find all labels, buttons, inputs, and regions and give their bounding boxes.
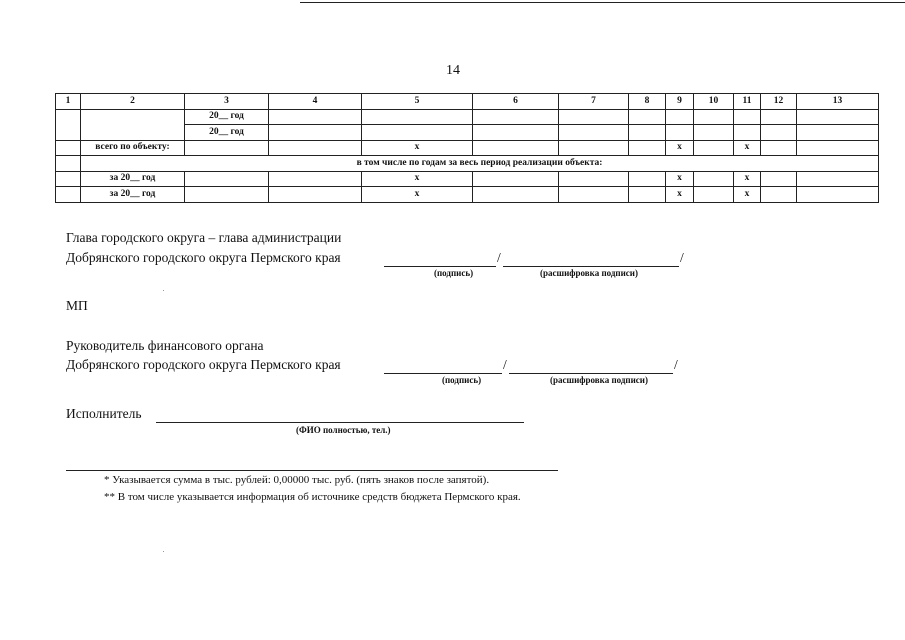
- executor-caption: (ФИО полностью, тел.): [296, 425, 391, 435]
- table-cell: [559, 187, 629, 203]
- table-cell: х: [362, 171, 473, 187]
- table-cell: [269, 140, 362, 156]
- by-years-header-cell: в том числе по годам за весь период реализации объекта:: [81, 156, 879, 172]
- table-cell: [473, 125, 559, 141]
- table-cell: [797, 109, 879, 125]
- col-header: 9: [666, 94, 694, 110]
- table-cell: [269, 109, 362, 125]
- fin-title-line2: Добрянского городского округа Пермского края: [66, 357, 341, 372]
- footnote-2: ** В том числе указывается информация об источнике средств бюджета Пермского края.: [104, 491, 521, 503]
- table-cell: [56, 187, 81, 203]
- table-cell: [559, 171, 629, 187]
- table-cell: [694, 187, 734, 203]
- table-cell: [694, 171, 734, 187]
- table-cell: х: [734, 187, 761, 203]
- table-cell: [473, 140, 559, 156]
- table-cell: [666, 109, 694, 125]
- table-cell: х: [734, 140, 761, 156]
- table-cell: [761, 125, 797, 141]
- table-cell: [269, 171, 362, 187]
- page-number: 14: [446, 63, 460, 78]
- year-cell: 20__ год: [185, 125, 269, 141]
- fin-slash: /: [503, 357, 507, 372]
- table-cell: [694, 140, 734, 156]
- table-cell: х: [666, 171, 694, 187]
- table-cell: х: [666, 140, 694, 156]
- col-header: 3: [185, 94, 269, 110]
- col-header: 5: [362, 94, 473, 110]
- table-cell: х: [666, 187, 694, 203]
- table-cell: [629, 140, 666, 156]
- table-cell: [629, 171, 666, 187]
- table-cell: [629, 187, 666, 203]
- table-cell: [761, 171, 797, 187]
- head-signature-line[interactable]: [384, 266, 496, 267]
- col-header: 4: [269, 94, 362, 110]
- report-table: [55, 93, 879, 203]
- year-label-cell: за 20__ год: [81, 171, 185, 187]
- table-header-row: [56, 94, 879, 110]
- col-header: 1: [56, 94, 81, 110]
- head-slash-end: /: [680, 250, 684, 265]
- fin-decode-line[interactable]: [509, 373, 673, 374]
- col-header: 7: [559, 94, 629, 110]
- executor-label: Исполнитель: [66, 406, 142, 421]
- table-cell: [666, 125, 694, 141]
- table-cell: [629, 109, 666, 125]
- table-cell: [797, 125, 879, 141]
- executor-line[interactable]: [156, 422, 524, 423]
- col-header: 2: [81, 94, 185, 110]
- fin-signature-line[interactable]: [384, 373, 502, 374]
- table-cell: х: [734, 171, 761, 187]
- table-cell: [362, 109, 473, 125]
- head-slash: /: [497, 250, 501, 265]
- col-header: 13: [797, 94, 879, 110]
- year-label-cell: за 20__ год: [81, 187, 185, 203]
- head-title-line2: Добрянского городского округа Пермского края: [66, 250, 341, 265]
- col-header: 8: [629, 94, 666, 110]
- table-cell: [559, 109, 629, 125]
- col-header: 10: [694, 94, 734, 110]
- table-cell: [185, 140, 269, 156]
- footnote-1: * Указывается сумма в тыс. рублей: 0,00000 тыс. руб. (пять знаков после запятой).: [104, 474, 490, 486]
- table-cell: х: [362, 140, 473, 156]
- footnote-divider: [66, 470, 558, 471]
- table-cell: [629, 125, 666, 141]
- table-cell: [559, 140, 629, 156]
- col-header: 12: [761, 94, 797, 110]
- table-cell: [734, 109, 761, 125]
- table-row: [56, 140, 879, 156]
- year-cell: 20__ год: [185, 109, 269, 125]
- table-cell: [694, 109, 734, 125]
- scan-speck: [163, 290, 164, 291]
- top-border-line: [300, 2, 905, 3]
- col-header: 6: [473, 94, 559, 110]
- table-cell: [761, 140, 797, 156]
- fin-title-line1: Руководитель финансового органа: [66, 338, 264, 353]
- table-cell: [473, 187, 559, 203]
- table-cell: [56, 156, 81, 172]
- table-cell: [362, 125, 473, 141]
- table-cell: [694, 125, 734, 141]
- col-header: 11: [734, 94, 761, 110]
- head-sign-caption: (подпись): [434, 268, 474, 278]
- head-title-line1: Глава городского округа – глава администрации: [66, 230, 342, 245]
- scan-speck: [163, 551, 164, 552]
- table-cell: [473, 171, 559, 187]
- table-cell: [797, 140, 879, 156]
- table-cell: х: [362, 187, 473, 203]
- table-row: [56, 109, 879, 125]
- table-cell: [269, 187, 362, 203]
- table-cell: [734, 125, 761, 141]
- table-cell: [56, 109, 81, 140]
- table-cell: [56, 140, 81, 156]
- table-cell: [473, 109, 559, 125]
- table-cell: [761, 187, 797, 203]
- head-decode-caption: (расшифровка подписи): [540, 268, 638, 278]
- table-cell: [797, 187, 879, 203]
- table-cell: [269, 125, 362, 141]
- table-row: [56, 171, 879, 187]
- fin-sign-caption: (подпись): [442, 375, 482, 385]
- table-row: [56, 156, 879, 172]
- head-decode-line[interactable]: [503, 266, 679, 267]
- table-cell: [185, 171, 269, 187]
- table-cell: [185, 187, 269, 203]
- fin-slash-end: /: [674, 357, 678, 372]
- table-row: [56, 187, 879, 203]
- table-cell: [81, 109, 185, 140]
- table-cell: [56, 171, 81, 187]
- table-cell: [797, 171, 879, 187]
- mp-stamp-label: МП: [66, 298, 88, 313]
- total-label-cell: всего по объекту:: [81, 140, 185, 156]
- table-cell: [761, 109, 797, 125]
- table-cell: [559, 125, 629, 141]
- fin-decode-caption: (расшифровка подписи): [550, 375, 648, 385]
